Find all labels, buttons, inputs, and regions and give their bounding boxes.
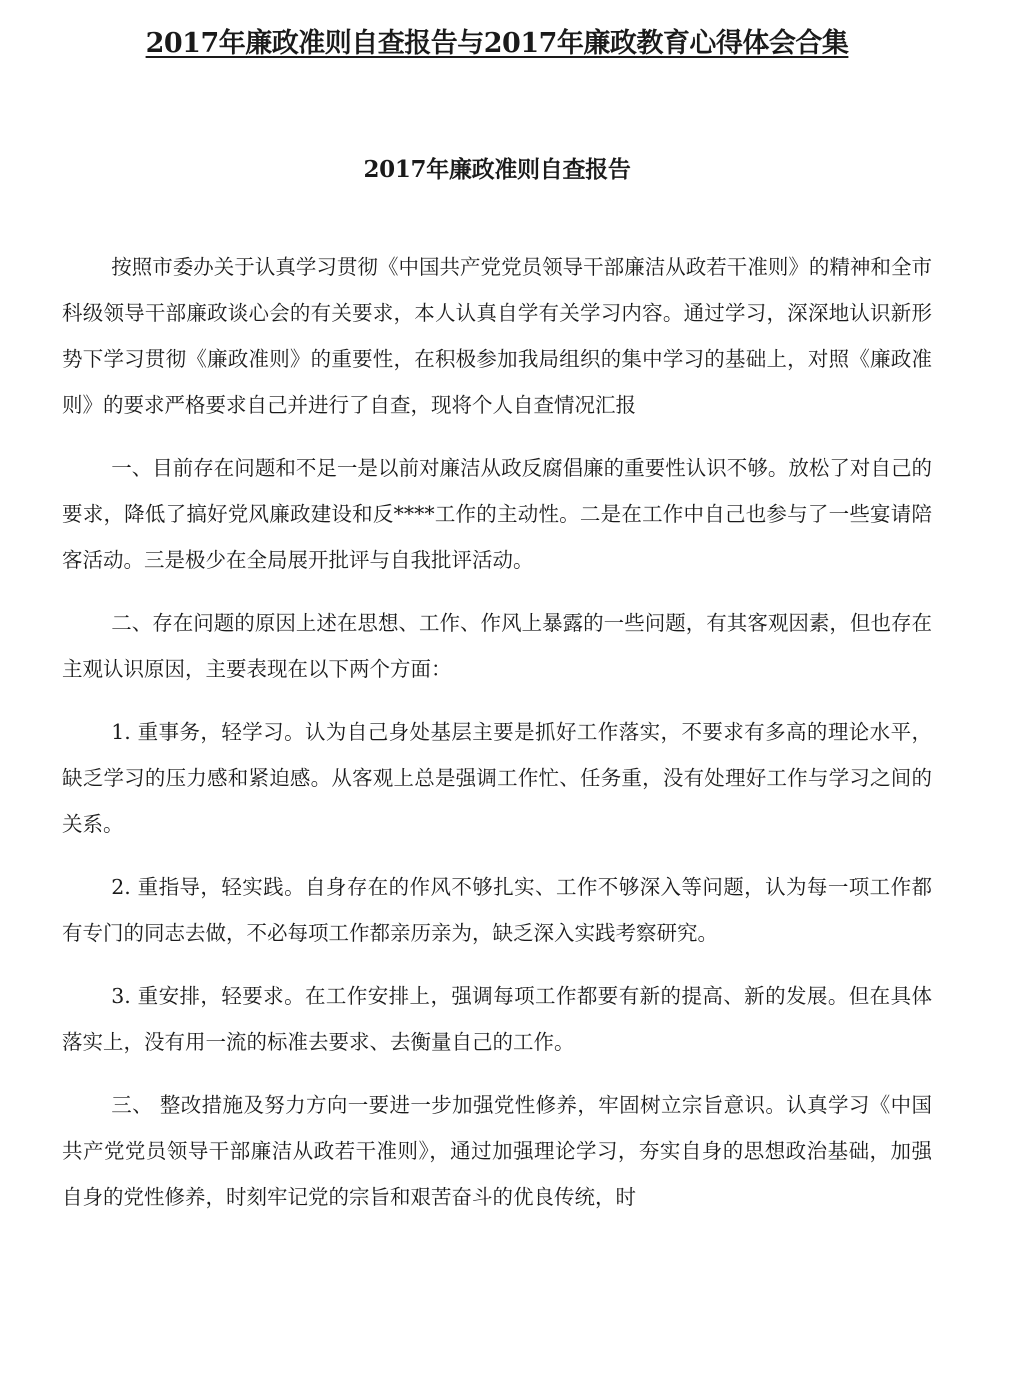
section-title: 2017年廉政准则自查报告 [363, 156, 631, 183]
paragraph: 2. 重指导，轻实践。自身存在的作风不够扎实、工作不够深入等问题，认为每一项工作都有专门的同志去做，不必每项工作都亲历亲为，缺乏深入实践考察研究。 [62, 875, 932, 945]
document-body [62, 244, 932, 1220]
paragraph: 按照市委办关于认真学习贯彻《中国共产党党员领导干部廉洁从政若干准则》的精神和全市科级领导干部廉政谈心会的有关要求，本人认真自学有关学习内容。通过学习，深深地认识新形势下学习贯彻《廉政准则》的重要性，在积极参加我局组织的集中学习的基础上，对照《廉政准则》的要求严格要求自己并进行了自查，现将个人自查情况汇报 [62, 255, 932, 417]
paragraph: 1. 重事务，轻学习。认为自己身处基层主要是抓好工作落实，不要求有多高的理论水平，缺乏学习的压力感和紧迫感。从客观上总是强调工作忙、任务重，没有处理好工作与学习之间的关系。 [62, 720, 932, 836]
document-title: 2017年廉政准则自查报告与2017年廉政教育心得体会合集 [145, 28, 849, 59]
paragraph: 3. 重安排，轻要求。在工作安排上，强调每项工作都要有新的提高、新的发展。但在具体落实上，没有用一流的标准去要求、去衡量自己的工作。 [62, 984, 932, 1054]
paragraph: 二、存在问题的原因上述在思想、工作、作风上暴露的一些问题，有其客观因素，但也存在主观认识原因，主要表现在以下两个方面： [62, 611, 932, 681]
document-page [0, 24, 1024, 1395]
paragraph: 三、 整改措施及努力方向一要进一步加强党性修养，牢固树立宗旨意识。认真学习《中国共产党党员领导干部廉洁从政若干准则》，通过加强理论学习，夯实自身的思想政治基础，加强自身的党性修养，时刻牢记党的宗旨和艰苦奋斗的优良传统，时 [62, 1093, 932, 1209]
paragraph: 一、目前存在问题和不足一是以前对廉洁从政反腐倡廉的重要性认识不够。放松了对自己的要求，降低了搞好党风廉政建设和反****工作的主动性。二是在工作中自己也参与了一些宴请陪客活动。三是极少在全局展开批评与自我批评活动。 [62, 456, 932, 572]
